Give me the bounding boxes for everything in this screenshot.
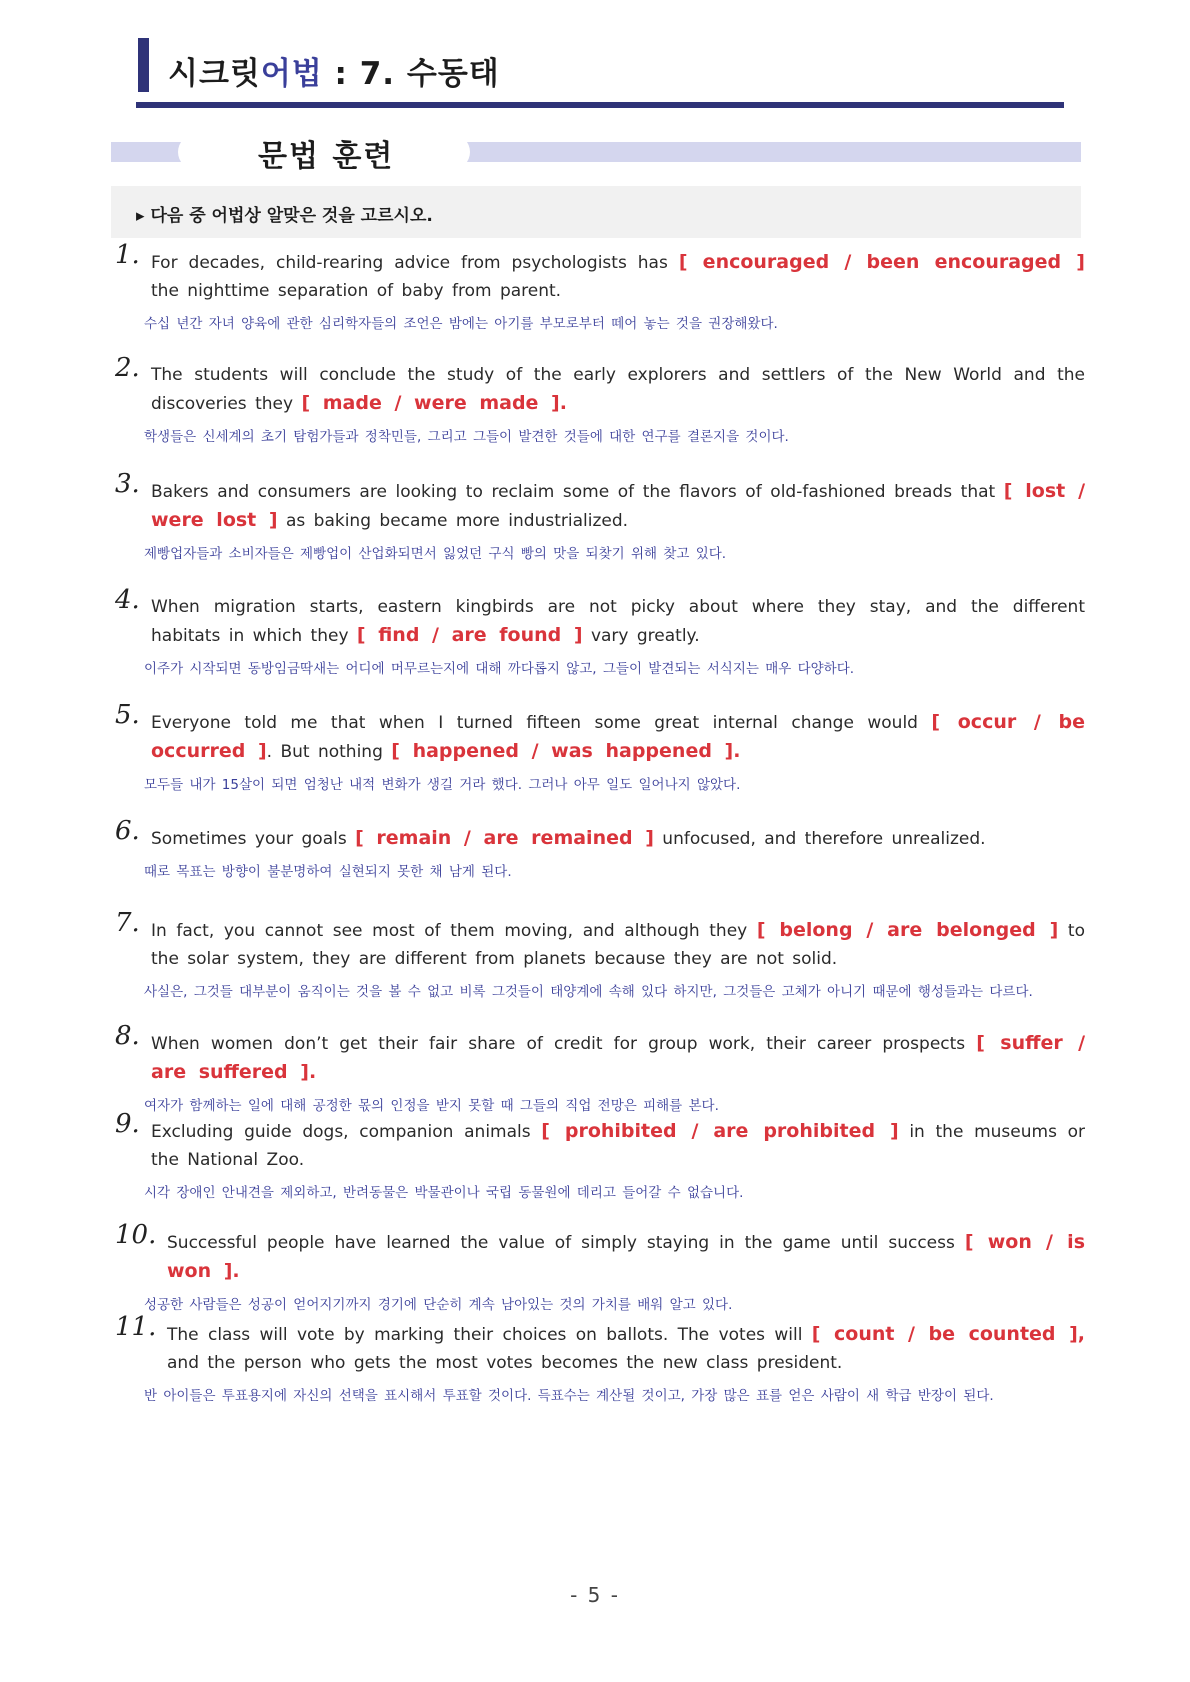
answer-choice[interactable]: [ remain / are remained ] [355, 827, 654, 849]
item-translation: 모두들 내가 15살이 되면 엄청난 내적 변화가 생길 거라 했다. 그러나 아무 일도 일어나지 않았다. [144, 777, 741, 793]
sentence-text: Everyone told me that when I turned fifteen some great internal change would [151, 713, 932, 733]
title-prefix: 시크릿 [168, 56, 261, 92]
item-sentence [151, 248, 1085, 305]
header-divider [136, 102, 1064, 108]
answer-choice[interactable]: [ prohibited / are prohibited ] [541, 1120, 899, 1142]
exercise-item-2 [115, 353, 1085, 445]
sentence-text: as baking became more industrialized. [277, 511, 629, 531]
sentence-text: When women don’t get their fair share of credit for group work, their career prospects [151, 1034, 977, 1054]
item-sentence [151, 593, 1085, 650]
exercise-item-4 [115, 585, 1085, 677]
item-number: 2. [115, 353, 140, 383]
section-title: 문법 훈련 [258, 139, 395, 174]
sentence-text: and the person who gets the most votes becomes the new class president. [167, 1353, 843, 1373]
item-translation: 시각 장애인 안내견을 제외하고, 반려동물은 박물관이나 국립 동물원에 데리고 들어갈 수 없습니다. [144, 1185, 744, 1201]
item-translation: 이주가 시작되면 동방임금딱새는 어디에 머무르는지에 대해 까다롭지 않고, 그들이 발견되는 서식지는 매우 다양하다. [144, 661, 855, 677]
item-sentence [151, 1117, 1085, 1174]
instruction-text: ▸ 다음 중 어법상 알맞은 것을 고르시오. [136, 206, 433, 226]
answer-choice[interactable]: [ count / be counted ], [811, 1323, 1085, 1345]
answer-choice-2[interactable]: [ happened / was happened ]. [391, 740, 741, 762]
item-number: 9. [115, 1109, 140, 1139]
sentence-text: The class will vote by marking their choices on ballots. The votes will [167, 1325, 812, 1345]
answer-choice[interactable]: [ occur / be occurred ] [151, 711, 1085, 762]
item-translation: 수십 년간 자녀 양육에 관한 심리학자들의 조언은 밤에는 아기를 부모로부터 떼어 놓는 것을 권장해왔다. [144, 316, 778, 332]
title-suffix: : 7. 수동태 [322, 56, 500, 92]
answer-choice[interactable]: [ suffer / are suffered ]. [151, 1032, 1086, 1083]
page-title [168, 48, 500, 93]
item-sentence [151, 916, 1085, 973]
item-translation: 학생들은 신세계의 초기 탐험가들과 정착민들, 그리고 그들이 발견한 것들에 대한 연구를 결론지을 것이다. [144, 429, 789, 445]
exercise-item-3 [115, 469, 1086, 562]
item-translation: 사실은, 그것들 대부분이 움직이는 것을 볼 수 없고 비록 그것들이 태양계에 속해 있다 하지만, 그것들은 고체가 아니기 때문에 행성들과는 다르다. [144, 984, 1033, 1000]
item-sentence [151, 477, 1085, 535]
sentence-text: to the solar system, they are different from planets because they are not solid. [151, 921, 1085, 969]
sentence-text: the nighttime separation of baby from parent. [151, 281, 562, 301]
answer-choice[interactable]: [ lost / were lost ] [151, 480, 1086, 531]
item-number: 3. [115, 469, 140, 499]
sentence-text: In fact, you cannot see most of them moving, and although they [151, 921, 757, 941]
sentence-text: The students will conclude the study of the early explorers and settlers of the New World and the discoveries they [151, 365, 1085, 414]
item-number: 11. [115, 1312, 157, 1342]
item-translation: 반 아이들은 투표용지에 자신의 선택을 표시해서 투표할 것이다. 득표수는 계산될 것이고, 가장 많은 표를 얻은 사람이 새 학급 반장이 된다. [144, 1388, 994, 1404]
exercise-item-5 [115, 700, 1085, 793]
sentence-text: in the museums or the National Zoo. [151, 1122, 1086, 1170]
sentence-text: vary greatly. [582, 626, 700, 646]
item-sentence [167, 1320, 1085, 1377]
title-accent: 어법 [260, 56, 323, 92]
sentence-text: Excluding guide dogs, companion animals [151, 1122, 542, 1142]
sentence-text: unfocused, and therefore unrealized. [653, 829, 986, 849]
exercise-item-9 [115, 1109, 1086, 1201]
answer-choice[interactable]: [ won / is won ]. [167, 1231, 1086, 1282]
item-number: 6. [115, 816, 140, 846]
item-translation: 제빵업자들과 소비자들은 제빵업이 산업화되면서 잃었던 구식 빵의 맛을 되찾기 위해 찾고 있다. [144, 546, 727, 562]
item-number: 5. [115, 700, 140, 730]
answer-choice[interactable]: [ encouraged / been encouraged ] [678, 251, 1085, 273]
item-sentence [151, 361, 1085, 418]
exercise-item-8 [115, 1021, 1086, 1114]
sentence-text: . But nothing [266, 742, 392, 762]
item-number: 7. [115, 908, 140, 938]
answer-choice[interactable]: [ made / were made ]. [301, 392, 567, 414]
item-number: 8. [115, 1021, 140, 1051]
sentence-text: Sometimes your goals [151, 829, 356, 849]
item-translation: 성공한 사람들은 성공이 얻어지기까지 경기에 단순히 계속 남아있는 것의 가치를 배워 알고 있다. [144, 1297, 733, 1313]
sentence-text: For decades, child-rearing advice from psychologists has [151, 253, 679, 273]
answer-choice[interactable]: [ belong / are belonged ] [756, 919, 1059, 941]
exercise-item-10 [115, 1220, 1086, 1313]
sentence-text: Successful people have learned the value of simply staying in the game until success [167, 1233, 965, 1253]
page-number: - 5 - [570, 1583, 620, 1607]
sentence-text: Bakers and consumers are looking to reclaim some of the flavors of old-fashioned breads that [151, 482, 1004, 502]
item-sentence [167, 1228, 1085, 1286]
item-sentence [151, 708, 1085, 766]
exercise-item-7 [115, 908, 1085, 1000]
item-translation: 여자가 함께하는 일에 대해 공정한 몫의 인정을 받지 못할 때 그들의 직업 전망은 피해를 본다. [144, 1098, 719, 1114]
item-translation: 때로 목표는 방향이 불분명하여 실현되지 못한 채 남게 된다. [144, 864, 512, 880]
item-sentence [151, 1029, 1085, 1087]
exercise-item-6 [115, 816, 1085, 880]
sentence-text: When migration starts, eastern kingbirds are not picky about where they stay, and the different habitats in which they [151, 597, 1085, 646]
item-number: 10. [115, 1220, 157, 1250]
header-accent-bar [138, 38, 149, 92]
exercise-item-1 [115, 240, 1085, 332]
item-sentence [151, 824, 1085, 853]
exercise-item-11 [115, 1312, 1085, 1404]
item-number: 4. [115, 585, 140, 615]
item-number: 1. [115, 240, 140, 270]
answer-choice[interactable]: [ find / are found ] [356, 624, 583, 646]
